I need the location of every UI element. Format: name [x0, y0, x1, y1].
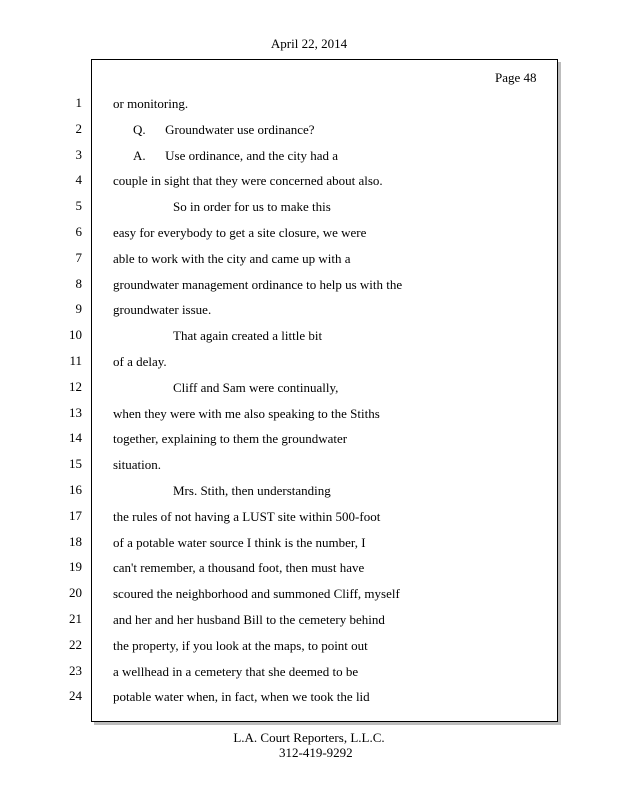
- line-number: 3: [75, 146, 82, 162]
- line-text: the rules of not having a LUST site within 500-foot: [113, 508, 381, 524]
- line-text: can't remember, a thousand foot, then must have: [113, 560, 365, 576]
- line-text: together, explaining to them the groundwater: [113, 431, 348, 447]
- line-text: when they were with me also speaking to the Stiths: [113, 405, 380, 421]
- line-text: easy for everybody to get a site closure, we were: [113, 225, 367, 240]
- line-number: 16: [69, 482, 82, 497]
- line-number: 14: [69, 430, 82, 446]
- line-text: couple in sight that they were concerned about also.: [113, 173, 383, 189]
- line-text: and her and her husband Bill to the cemetery behind: [113, 612, 385, 627]
- line-number: 21: [69, 611, 82, 626]
- line-text: A. Use ordinance, and the city had a: [133, 147, 339, 163]
- line-text: Q. Groundwater use ordinance?: [133, 121, 315, 137]
- line-text: the property, if you look at the maps, to point out: [113, 637, 368, 653]
- line-text: So in order for us to make this: [173, 199, 331, 215]
- line-number: 5: [75, 198, 82, 214]
- line-number: 1: [75, 95, 82, 110]
- line-text: or monitoring.: [113, 96, 189, 111]
- line-text: Cliff and Sam were continually,: [173, 379, 339, 395]
- line-number: 12: [69, 378, 82, 394]
- line-number: 19: [69, 559, 82, 575]
- footer-phone: 312-419-9292: [279, 745, 353, 760]
- line-number: 8: [75, 275, 82, 291]
- line-number: 7: [75, 249, 82, 265]
- line-number: 13: [69, 404, 82, 420]
- line-text: able to work with the city and came up with a: [113, 250, 351, 266]
- line-number: 22: [69, 636, 82, 652]
- line-text: scoured the neighborhood and summoned Cliff, myself: [113, 586, 400, 602]
- footer-company: L.A. Court Reporters, L.L.C.: [233, 730, 385, 745]
- line-number: 15: [69, 456, 82, 472]
- line-text: groundwater issue.: [113, 302, 212, 318]
- line-number: 2: [75, 120, 82, 136]
- line-text: a wellhead in a cemetery that she deemed to be: [113, 663, 359, 679]
- line-number: 10: [69, 327, 82, 343]
- transcript-date: April 22, 2014: [270, 36, 348, 51]
- line-number: 24: [69, 688, 82, 704]
- line-number: 18: [69, 533, 82, 549]
- line-number: 23: [69, 662, 82, 678]
- line-text: groundwater management ordinance to help us with the: [113, 276, 403, 292]
- line-text: of a potable water source I think is the number, I: [113, 534, 366, 550]
- line-text: That again created a little bit: [173, 328, 323, 344]
- line-number: 4: [75, 172, 82, 188]
- line-text: Mrs. Stith, then understanding: [173, 483, 331, 498]
- line-number: 17: [69, 507, 82, 523]
- line-number: 20: [69, 585, 82, 601]
- line-number: 9: [75, 301, 82, 317]
- line-text: situation.: [113, 457, 162, 473]
- line-text: potable water when, in fact, when we took the lid: [113, 689, 370, 705]
- page-number: Page 48: [495, 70, 537, 85]
- line-text: of a delay.: [113, 354, 167, 369]
- line-number: 6: [75, 224, 82, 239]
- line-number: 11: [69, 353, 82, 368]
